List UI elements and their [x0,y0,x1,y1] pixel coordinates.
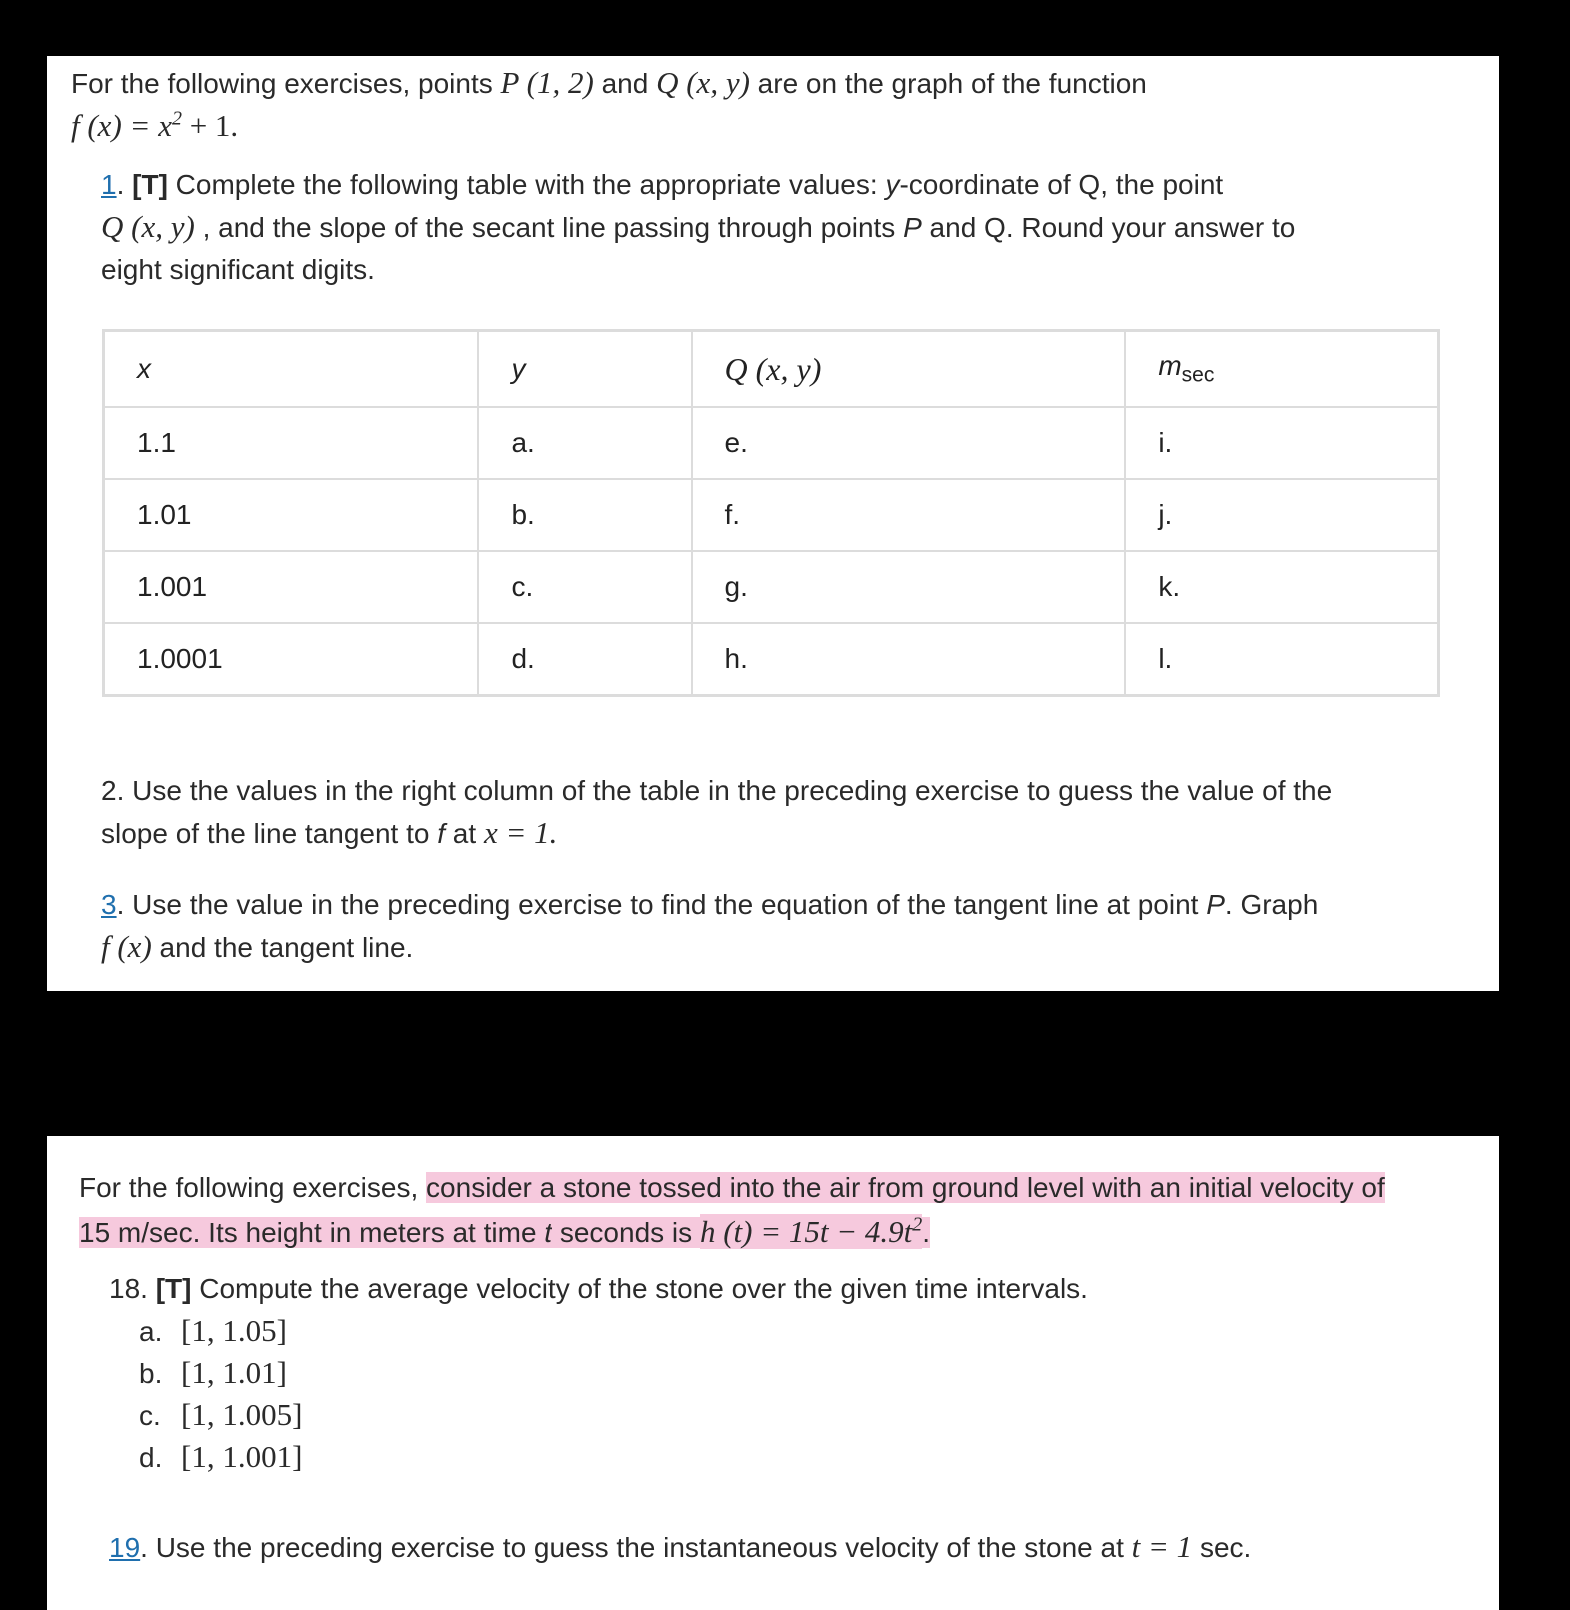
header-q: Q (x, y) [692,331,1126,408]
table-row [104,479,1439,551]
exercise-3: 3. Use the value in the preceding exercise to find the equation of the tangent line at point P. Graph f (x) and the tangent line. [101,889,1319,964]
point-q-math: Q (x, y) [656,65,750,100]
height-function-math: h $(t) = 15t - 4.9t^2$ [699,1213,923,1249]
interval-item: d. [1, 1.001] [139,1439,303,1474]
cell-q: g. [692,551,1126,623]
highlighted-text: consider a stone tossed into the air from ground level with an initial velocity of [426,1172,1385,1203]
exercise-18: 18. [T] Compute the average velocity of the stone over the given time intervals. [109,1273,1088,1304]
exercise-panel-1 [47,56,1499,991]
cell-m: k. [1125,551,1438,623]
secant-table [102,329,1440,697]
exercise-1-link[interactable]: 1 [101,169,117,200]
cell-y: b. [478,479,691,551]
technology-tag: [T] [155,1273,192,1304]
interval-item: c. [1, 1.005] [139,1397,303,1432]
exercise-19: 19. Use the preceding exercise to guess the instantaneous velocity of the stone at t = 1 sec. [109,1529,1252,1564]
stone-intro: For the following exercises, consider a stone tossed into the air from ground level with an initial velocity of 15 m/sec. Its height in meters at time t seconds is h $(t) = 15t - 4.9t^2$. [79,1172,1385,1249]
cell-y: c. [478,551,691,623]
cell-q: e. [692,407,1126,479]
interval-item: b. [1, 1.01] [139,1355,287,1390]
exercise-1: 1. [T] Complete the following table with the appropriate values: y-coordinate of Q, the point Q (x, y) , and the slope of the secant line passing through points P and Q. Round your answer to eight significant digits. [101,169,1296,285]
cell-m: l. [1125,623,1438,696]
table-row [104,551,1439,623]
table-row [104,407,1439,479]
intro-paragraph: For the following exercises, points P (1, 2) and Q (x, y) are on the graph of the function f $(x) = x^2 + 1$. [71,65,1147,143]
cell-x: 1.01 [104,479,479,551]
header-y: y [478,331,691,408]
technology-tag: [T] [132,169,168,200]
cell-q: f. [692,479,1126,551]
cell-x: 1.0001 [104,623,479,696]
interval-item: a. [1, 1.05] [139,1313,287,1348]
exercise-3-link[interactable]: 3 [101,889,117,920]
cell-y: d. [478,623,691,696]
table-header-row [104,331,1439,408]
header-x: x [104,331,479,408]
point-p-math: P (1, 2) [500,65,594,100]
table-row [104,623,1439,696]
function-math: f $(x) = x^2 + 1$. [71,107,239,143]
cell-y: a. [478,407,691,479]
header-msec: $m_{sec}$ [1125,331,1438,408]
exercise-panel-2 [47,1136,1499,1610]
exercise-19-link[interactable]: 19 [109,1532,141,1563]
cell-x: 1.001 [104,551,479,623]
cell-x: 1.1 [104,407,479,479]
cell-m: i. [1125,407,1438,479]
exercise-2: 2. Use the values in the right column of the table in the preceding exercise to guess the value of the slope of the line tangent to f at x = 1. [101,775,1333,850]
cell-q: h. [692,623,1126,696]
cell-m: j. [1125,479,1438,551]
